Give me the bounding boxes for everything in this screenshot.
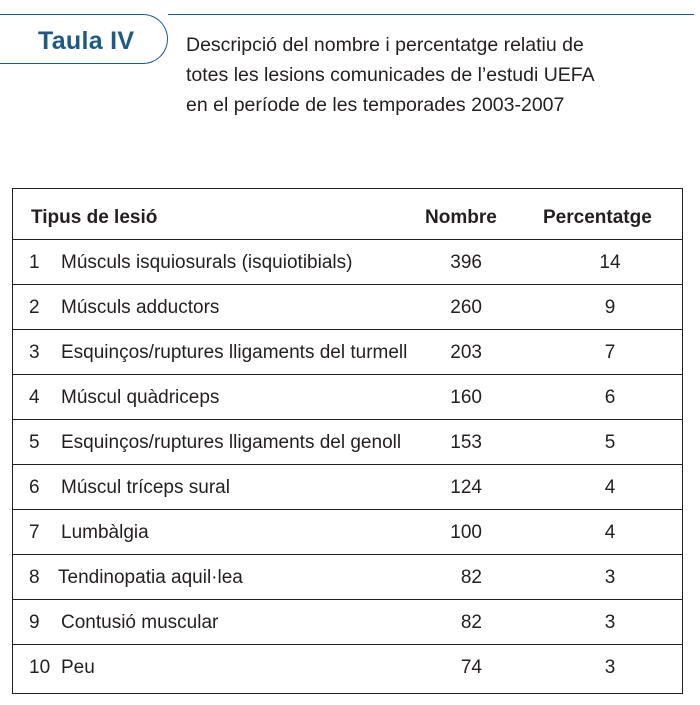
row-count: 100: [450, 521, 482, 543]
row-count: 396: [450, 251, 482, 273]
row-number: 5: [29, 431, 40, 453]
table-row: [13, 285, 682, 330]
row-injury-type: Múscul quàdriceps: [61, 386, 220, 408]
table-row: [13, 465, 682, 510]
row-injury-type: Esquinços/ruptures lligaments del turmell: [61, 341, 408, 363]
header-percentage: Percentatge: [543, 206, 652, 228]
table-label-tab: [0, 14, 168, 64]
table-row: [13, 420, 682, 465]
row-percentage: 3: [604, 656, 616, 678]
row-number: 1: [29, 251, 40, 273]
header-rule: [168, 14, 694, 15]
table-row: [13, 645, 682, 690]
row-number: 10: [29, 656, 51, 678]
row-percentage: 5: [604, 431, 616, 453]
row-injury-type: Múscul tríceps sural: [61, 476, 230, 498]
row-percentage: 7: [604, 341, 616, 363]
row-count: 74: [460, 656, 482, 678]
row-number: 2: [29, 296, 40, 318]
caption-line-3: en el període de les temporades 2003-2007: [186, 94, 565, 116]
table-row: [13, 555, 682, 600]
row-number: 9: [29, 611, 40, 633]
row-percentage: 4: [604, 521, 616, 543]
row-injury-type: Lumbàlgia: [61, 521, 149, 543]
row-percentage: 14: [599, 251, 621, 273]
row-injury-type: Esquinços/ruptures lligaments del genoll: [61, 431, 402, 453]
row-count: 82: [460, 611, 482, 633]
row-count: 124: [450, 476, 482, 498]
table-row: [13, 510, 682, 555]
header-type: Tipus de lesió: [31, 206, 158, 228]
row-number: 6: [29, 476, 40, 498]
row-count: 153: [450, 431, 482, 453]
header-count: Nombre: [425, 206, 497, 228]
table-header-row: [13, 195, 682, 240]
table-row: [13, 600, 682, 645]
caption-line-1: Descripció del nombre i percentatge relatiu de: [186, 34, 584, 56]
caption-line-2: totes les lesions comunicades de l’estudi UEFA: [186, 64, 595, 86]
row-number: 3: [29, 341, 40, 363]
row-injury-type: Músculs adductors: [61, 296, 220, 318]
row-number: 4: [29, 386, 40, 408]
row-injury-type: Tendinopatia aquil·lea: [58, 566, 243, 588]
row-percentage: 3: [604, 566, 616, 588]
row-injury-type: Peu: [61, 656, 95, 678]
table-row: [13, 240, 682, 285]
row-injury-type: Músculs isquiosurals (isquiotibials): [61, 251, 353, 273]
row-percentage: 3: [604, 611, 616, 633]
row-count: 160: [450, 386, 482, 408]
injury-table: [12, 188, 683, 694]
row-percentage: 4: [604, 476, 616, 498]
table-caption: [186, 30, 686, 120]
table-label: Taula IV: [38, 27, 135, 55]
row-number: 8: [29, 566, 40, 588]
row-injury-type: Contusió muscular: [61, 611, 219, 633]
row-number: 7: [29, 521, 40, 543]
row-count: 203: [450, 341, 482, 363]
table-row: [13, 330, 682, 375]
row-count: 82: [460, 566, 482, 588]
row-percentage: 9: [604, 296, 616, 318]
row-count: 260: [450, 296, 482, 318]
table-row: [13, 375, 682, 420]
row-percentage: 6: [604, 386, 616, 408]
